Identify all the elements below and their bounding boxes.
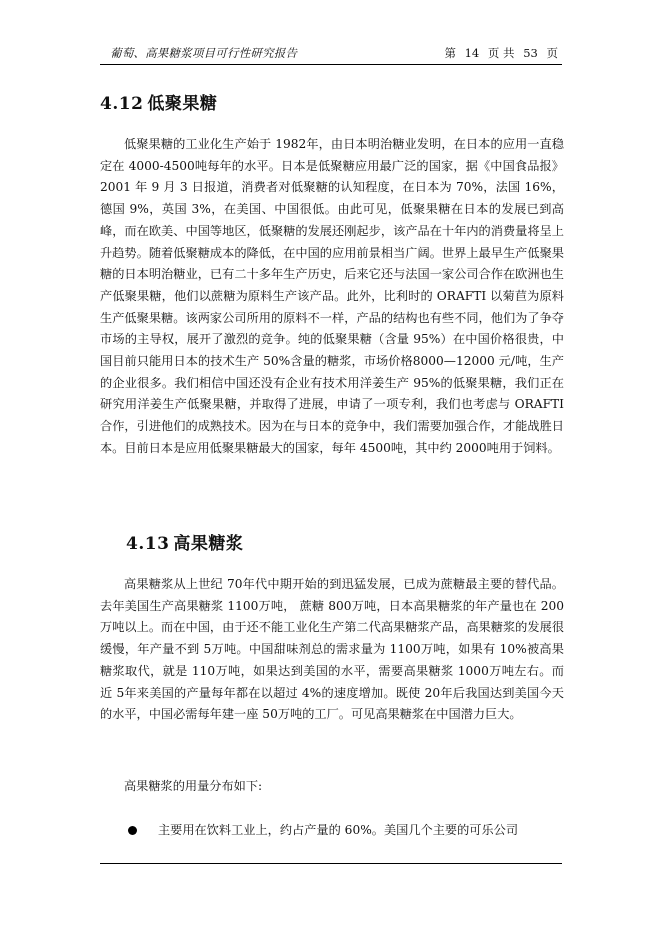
section-title: 高果糖浆 <box>173 534 244 554</box>
page-suffix: 页 <box>546 46 558 60</box>
section-4-12-body <box>100 134 564 460</box>
page-header <box>100 43 562 63</box>
page-prefix: 第 <box>444 46 456 60</box>
section-heading-4-12 <box>100 89 217 114</box>
usage-intro-text: 高果糖浆的用量分布如下: <box>124 779 263 793</box>
document-title: 葡萄、高果糖浆项目可行性研究报告 <box>110 46 298 60</box>
page-total: 53 <box>523 46 538 60</box>
section-number: 4.13 <box>126 534 170 554</box>
section-4-13-body <box>100 574 564 726</box>
paragraph: 低聚果糖的工业化生产始于 1982年，由日本明治糖业发明，在日本的应用一直稳定在 4000-4500吨每年的水平。日本是低聚糖应用最广泛的国家，据《中国食品报》2001 年 9 月 3 日报道，消费者对低聚糖的认知程度，在日本为 70%，法国 16%，德国 9%，英国 3%，在美国、中国很低。由此可见，低聚果糖在日本的发展已到高峰，而在欧美、中国等地区，低聚糖的发展还刚起步，该产品在十年内的消费量将呈上升趋势。随着低聚糖成本的降低，在中国的应用前景相当广阔。世界上最早生产低聚果糖的日本明治糖业，已有二十多年生产历史，后来它还与法国一家公司合作在欧洲也生产低聚果糖，他们以蔗糖为原料生产该产品。此外，比利时的 ORAFTI 以菊苣为原料生产低聚果糖。该两家公司所用的原料不一样，产品的结构也有些不同，他们为了争夺市场的主导权，展开了激烈的竞争。纯的低聚果糖（含量 95%）在中国价格很贵，中国目前只能用日本的技术生产 50%含量的糖浆，市场价格8000—12000 元/吨，生产的企业很多。我们相信中国还没有企业有技术用洋姜生产 95%的低聚果糖，我们正在研究用洋姜生产低聚果糖，并取得了进展，申请了一项专利，我们也考虑与 ORAFTI 合作，引进他们的成熟技术。因为在与日本的竞争中，我们需要加强合作，才能战胜日本。目前日本是应用低聚果糖最大的国家，每年 4500吨，其中约 2000吨用于饲料。 <box>100 137 564 455</box>
paragraph: 高果糖浆从上世纪 70年代中期开始的到迅猛发展，已成为蔗糖最主要的替代品。去年美国生产高果糖浆 1100万吨， 蔗糖 800万吨，日本高果糖浆的年产量也在 200万吨以上。而在中国，由于还不能工业化生产第二代高果糖浆产品，高果糖浆的发展很缓慢，年产量不到 5万吨。中国甜味剂总的需求量为 1100万吨，如果有 10%被高果糖浆取代，就是 110万吨，如果达到美国的水平，需要高果糖浆 1000万吨左右。而近 5年来美国的产量每年都在以超过 4%的速度增加。既使 20年后我国达到美国今天的水平，中国必需每年建一座 50万吨的工厂。可见高果糖浆在中国潜力巨大。 <box>100 577 564 722</box>
section-number: 4.12 <box>100 94 144 114</box>
section-title: 低聚果糖 <box>147 94 218 114</box>
usage-intro <box>100 776 564 798</box>
page-indicator <box>444 45 558 61</box>
header-divider <box>100 64 562 65</box>
page-number: 14 <box>464 46 480 60</box>
page-mid: 页 共 <box>487 46 515 60</box>
bullet-dot-icon <box>128 826 137 835</box>
footer-divider <box>100 863 562 864</box>
bullet-text: 主要用在饮料工业上，约占产量的 60%。美国几个主要的可乐公司 <box>158 823 519 837</box>
section-heading-4-13 <box>126 529 243 554</box>
